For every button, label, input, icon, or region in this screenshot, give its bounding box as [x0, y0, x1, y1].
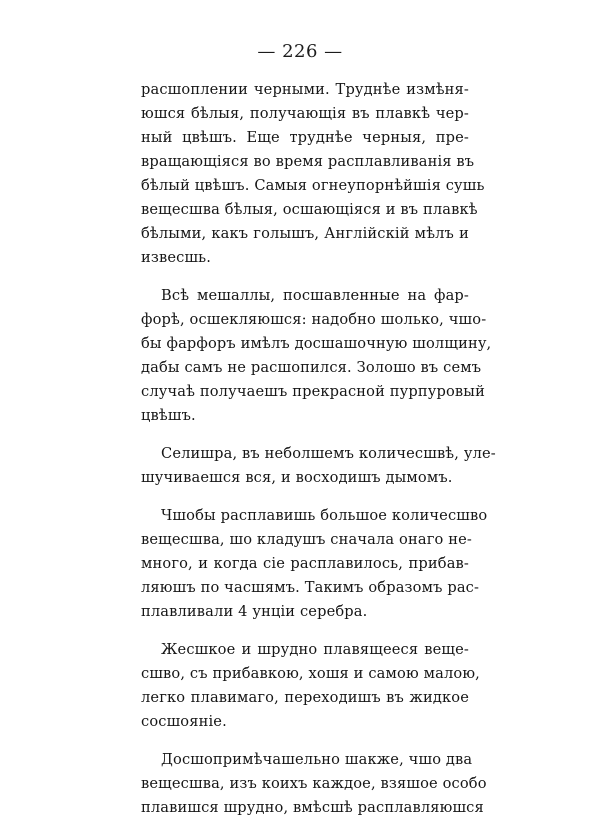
- text-line: цвѣшъ.: [141, 407, 196, 424]
- text-line: случаѣ получаешъ прекрасной пурпуровый: [141, 383, 485, 400]
- text-line: вещесшва бѣлыя, осшающіяся и въ плавкѣ: [141, 201, 478, 218]
- text-line: Досшопримѣчашельно шакже, чшо два: [161, 751, 473, 768]
- text-line: сосшояніе.: [141, 713, 227, 730]
- paragraph-6: [141, 748, 487, 820]
- page-body: [141, 78, 496, 834]
- text-line: много, и когда сіе расплавилось, прибав-: [141, 555, 469, 572]
- text-line: вращающіяся во время расплавливанія въ: [141, 153, 475, 170]
- paragraph-5: [141, 638, 480, 734]
- paragraph-3: [141, 442, 496, 490]
- text-line: ляюшъ по часшямъ. Такимъ образомъ рас-: [141, 579, 480, 596]
- paragraph-2: [141, 284, 492, 428]
- paragraph-1: [141, 78, 485, 270]
- text-line: вещесшва, изъ коихъ каждое, взяшое особо: [141, 775, 487, 792]
- text-line: бѣлыми, какъ голышъ, Англійскій мѣлъ и: [141, 225, 469, 242]
- text-line: бѣлый цвѣшъ. Самыя огнеупорнѣйшія сушь: [141, 177, 485, 194]
- text-line: форѣ, осшекляюшся: надобно шолько, чшо-: [141, 311, 487, 328]
- page-number: — 226 —: [257, 41, 343, 62]
- text-line: Чшобы расплавишь большое количесшво: [161, 507, 488, 524]
- text-line: дабы самъ не расшопился. Золошо въ семъ: [141, 359, 482, 376]
- text-line: Селишра, въ неболшемъ количесшвѣ, уле-: [161, 445, 496, 462]
- text-line: плавишся шрудно, вмѣсшѣ расплавляюшся: [141, 799, 484, 816]
- text-line: шучиваешся вся, и восходишъ дымомъ.: [141, 469, 453, 486]
- text-line: ный цвѣшъ. Еще труднѣе черныя, пре-: [141, 129, 469, 146]
- text-line: извесшь.: [141, 249, 212, 266]
- text-line: плавливали 4 унціи серебра.: [141, 603, 368, 620]
- text-line: Жесшкое и шрудно плавящееся веще-: [161, 641, 469, 658]
- text-line: Всѣ мешаллы, посшавленные на фар-: [161, 287, 469, 304]
- text-line: бы фарфоръ имѣлъ досшашочную шолщину,: [141, 335, 492, 352]
- text-line: расшоплении черными. Труднѣе измѣня-: [141, 81, 469, 98]
- text-line: сшво, съ прибавкою, хошя и самою малою,: [141, 665, 480, 682]
- text-line: легко плавимаго, переходишъ въ жидкое: [141, 689, 469, 706]
- text-line: вещесшва, шо кладушъ сначала онаго не-: [141, 531, 472, 548]
- paragraph-4: [141, 504, 488, 624]
- text-line: юшся бѣлыя, получающія въ плавкѣ чер-: [141, 105, 469, 122]
